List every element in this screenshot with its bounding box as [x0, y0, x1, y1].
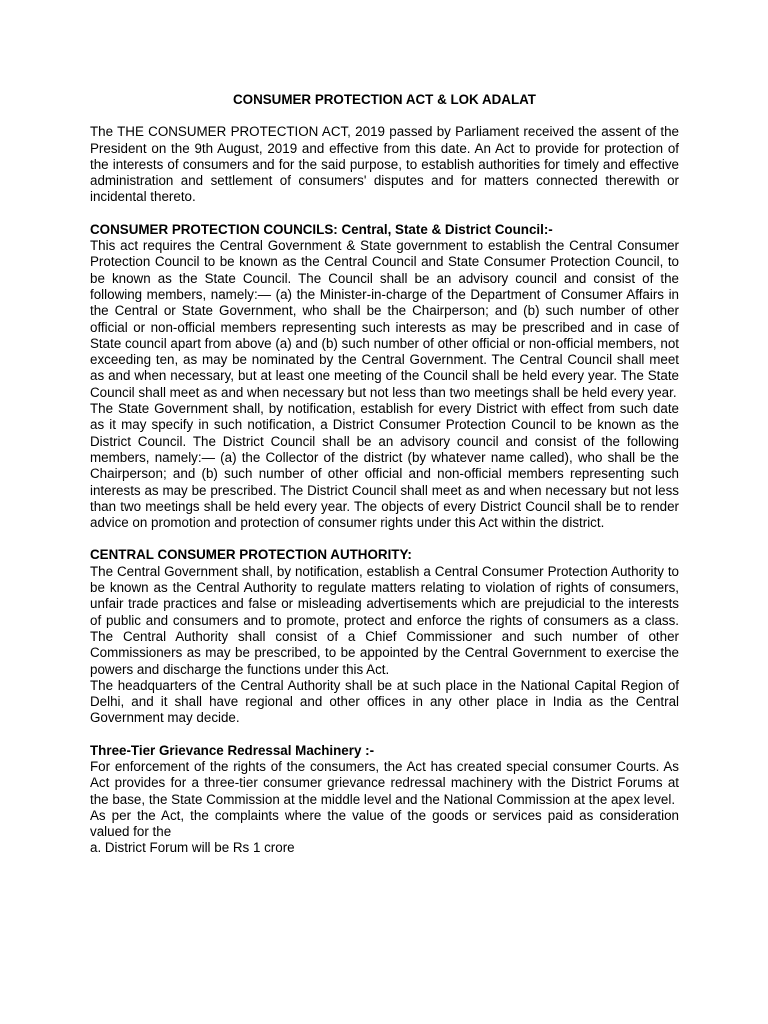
- spacer: [90, 531, 679, 547]
- document-page: [90, 92, 679, 857]
- three-tier-paragraph-1: For enforcement of the rights of the consumers, the Act has created special consumer Courts. As Act provides for a three-tier consumer grievance redressal machinery with the District Forums at the base, the State Commission at the middle level and the National Commission at the apex level.: [90, 758, 679, 807]
- three-tier-paragraph-2: As per the Act, the complaints where the value of the goods or services paid as consideration valued for the: [90, 807, 679, 840]
- councils-paragraph-2: The State Government shall, by notification, establish for every District with effect from such date as it may specify in such notification, a District Consumer Protection Council to be known as the District Council. The District Council shall be an advisory council and consist of the following members, namely:— (a) the Collector of the district (by whatever name called), who shall be the Chairperson; and (b) such number of other official and non-official members representing such interests as may be prescribed. The District Council shall meet as and when necessary but not less than two meetings shall be held every year. The objects of every District Council shall be to render advice on promotion and protection of consumer rights under this Act within the district.: [90, 401, 679, 531]
- authority-paragraph-2: The headquarters of the Central Authority shall be at such place in the National Capital Region of Delhi, and it shall have regional and other offices in any other place in India as the Central Government may decide.: [90, 677, 679, 726]
- section-heading-councils: CONSUMER PROTECTION COUNCILS: Central, State & District Council:-: [90, 221, 553, 237]
- document-title: CONSUMER PROTECTION ACT & LOK ADALAT: [232, 92, 536, 107]
- councils-paragraph-1: This act requires the Central Government & State government to establish the Central Consumer Protection Council to be known as the Central Council and State Consumer Protection Council, to be known as the State Council. The Council shall be an advisory council and consist of the following members, namely:— (a) the Minister-in-charge of the Department of Consumer Affairs in the Central or State Government, who shall be the Chairperson; and (b) such number of other official or non-official members representing such interests as may be prescribed and in case of State council apart from above (a) and (b) such number of other official or non-official members, not exceeding ten, as may be nominated by the Central Government. The Central Council shall meet as and when necessary, but at least one meeting of the Council shall be held every year. The State Council shall meet as and when necessary but not less than two meetings shall be held every year.: [90, 238, 679, 400]
- spacer: [90, 206, 679, 222]
- authority-paragraph-1: The Central Government shall, by notification, establish a Central Consumer Protection Authority to be known as the Central Authority to regulate matters relating to violation of rights of consumers, unfair trade practices and false or misleading advertisements which are prejudicial to the interests of public and consumers and to promote, protect and enforce the rights of consumers as a class. The Central Authority shall consist of a Chief Commissioner and such number of other Commissioners as may be prescribed, to be appointed by the Central Government to exercise the powers and discharge the functions under this Act.: [90, 563, 679, 677]
- intro-paragraph: The THE CONSUMER PROTECTION ACT, 2019 passed by Parliament received the assent of the President on the 9th August, 2019 and effective from this date. An Act to provide for protection of the interests of consumers and for the said purpose, to establish authorities for timely and effective administration and settlement of consumers' disputes and for matters connected therewith or incidental thereto.: [90, 124, 679, 205]
- section-heading-authority: CENTRAL CONSUMER PROTECTION AUTHORITY:: [90, 547, 412, 563]
- spacer: [90, 727, 679, 743]
- three-tier-list-item-a: a. District Forum will be Rs 1 crore: [90, 840, 295, 856]
- section-heading-three-tier: Three-Tier Grievance Redressal Machinery :-: [90, 742, 375, 758]
